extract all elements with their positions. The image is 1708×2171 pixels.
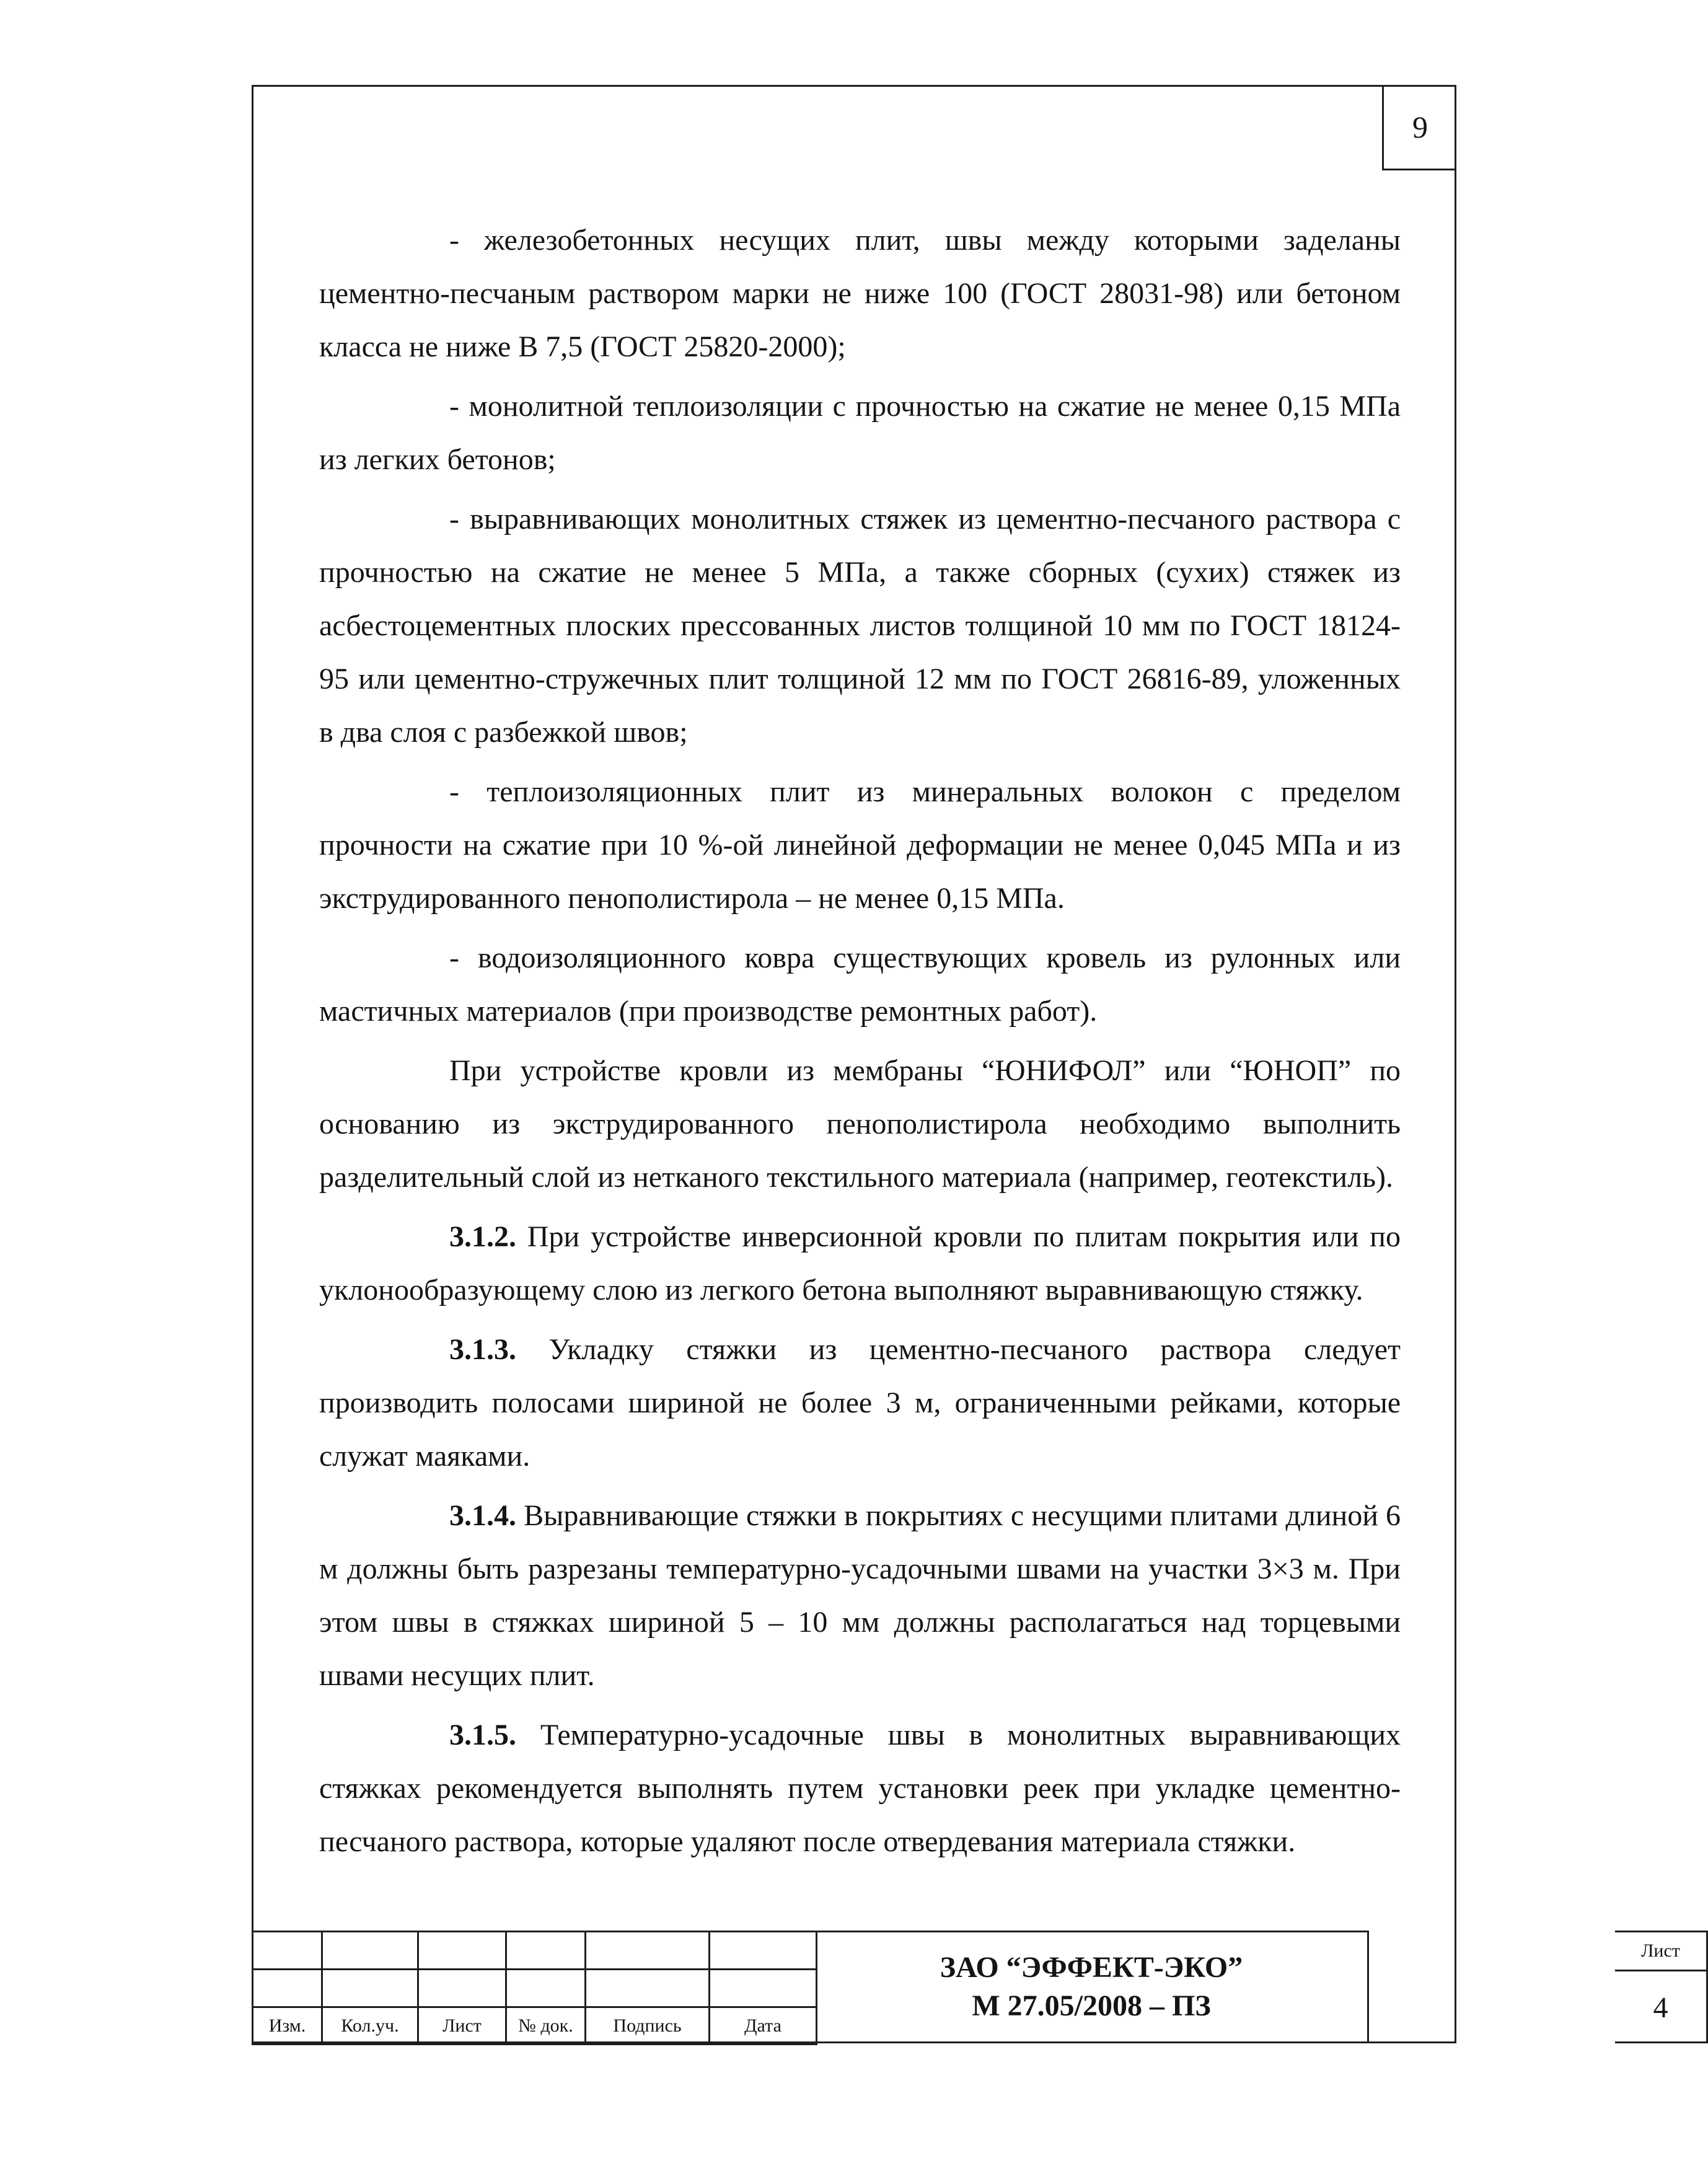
paragraph-2: - монолитной теплоизоляции с прочностью на сжатие не менее 0,15 МПа из легких бетонов;	[319, 390, 1401, 476]
column-header: Подпись	[586, 2007, 710, 2045]
section-number: 3.1.2.	[449, 1220, 516, 1253]
sheet-label: Лист	[1615, 1932, 1706, 1971]
column-header: № док.	[506, 2007, 586, 2045]
section-number: 3.1.3.	[449, 1333, 516, 1366]
revision-table	[252, 1931, 817, 2045]
paragraph-4: - теплоизоляционных плит из минеральных волокон с пределом прочности на сжатие при 10 %-ой линейной деформации не менее 0,045 МПа и из экструдированного пенополистирола – не менее 0,15 МПа.	[319, 775, 1401, 915]
sheet-cell	[1615, 1931, 1708, 2043]
section-3-1-4	[319, 1489, 1401, 1702]
section-number: 3.1.4.	[449, 1499, 516, 1532]
section-3-1-2	[319, 1210, 1401, 1317]
section-text: Укладку стяжки из цементно-песчаного раствора следует производить полосами шириной не более 3 м, ограниченными рейками, которые служат маяками.	[319, 1333, 1401, 1473]
column-header: Кол.уч.	[322, 2007, 418, 2045]
column-header: Лист	[418, 2007, 506, 2045]
paragraph-6: При устройстве кровли из мембраны “ЮНИФОЛ” или “ЮНОП” по основанию из экструдированного пенополистирола необходимо выполнить разделительный слой из нетканого текстильного материала (например, геотекстиль).	[319, 1054, 1401, 1194]
document-code: М 27.05/2008 – ПЗ	[972, 1989, 1211, 2022]
document-title	[816, 1931, 1369, 2043]
section-text: При устройстве инверсионной кровли по плитам покрытия или по уклонообразующему слою из легкого бетона выполняют выравнивающую стяжку.	[319, 1220, 1401, 1306]
sheet-number: 4	[1653, 1991, 1668, 2024]
section-text: Температурно-усадочные швы в монолитных выравнивающих стяжках рекомендуется выполнять путем установки реек при укладке цементно-песчаного раствора, которые удаляют после отвердевания материала стяжки.	[319, 1719, 1401, 1858]
section-number: 3.1.5.	[449, 1719, 516, 1751]
company-name: ЗАО “ЭФФЕКТ-ЭКО”	[940, 1951, 1243, 1984]
section-3-1-3	[319, 1323, 1401, 1483]
column-header: Изм.	[253, 2007, 322, 2045]
document-body	[319, 214, 1401, 1869]
column-header: Дата	[710, 2007, 817, 2045]
paragraph-1: - железобетонных несущих плит, швы между которыми заделаны цементно-песчаным раствором марки не ниже 100 (ГОСТ 28031-98) или бетоном класса не ниже В 7,5 (ГОСТ 25820-2000);	[319, 224, 1401, 363]
paragraph-5: - водоизоляционного ковра существующих кровель из рулонных или мастичных материалов (при производстве ремонтных работ).	[319, 941, 1401, 1028]
paragraph-3: - выравнивающих монолитных стяжек из цементно-песчаного раствора с прочностью на сжатие не менее 5 МПа, а также сборных (сухих) стяжек из асбестоцементных плоских прессованных листов толщиной 10 мм по ГОСТ 18124-95 или цементно-стружечных плит толщиной 12 мм по ГОСТ 26816-89, уложенных в два слоя с разбежкой швов;	[319, 503, 1401, 749]
section-text: Выравнивающие стяжки в покрытиях с несущими плитами длиной 6 м должны быть разрезаны температурно-усадочными швами на участки 3×3 м. При этом швы в стяжках шириной 5 – 10 мм должны располагаться над торцевыми швами несущих плит.	[319, 1499, 1401, 1692]
title-block	[252, 1931, 1680, 2043]
page-number: 9	[1382, 85, 1456, 170]
section-3-1-5	[319, 1709, 1401, 1869]
